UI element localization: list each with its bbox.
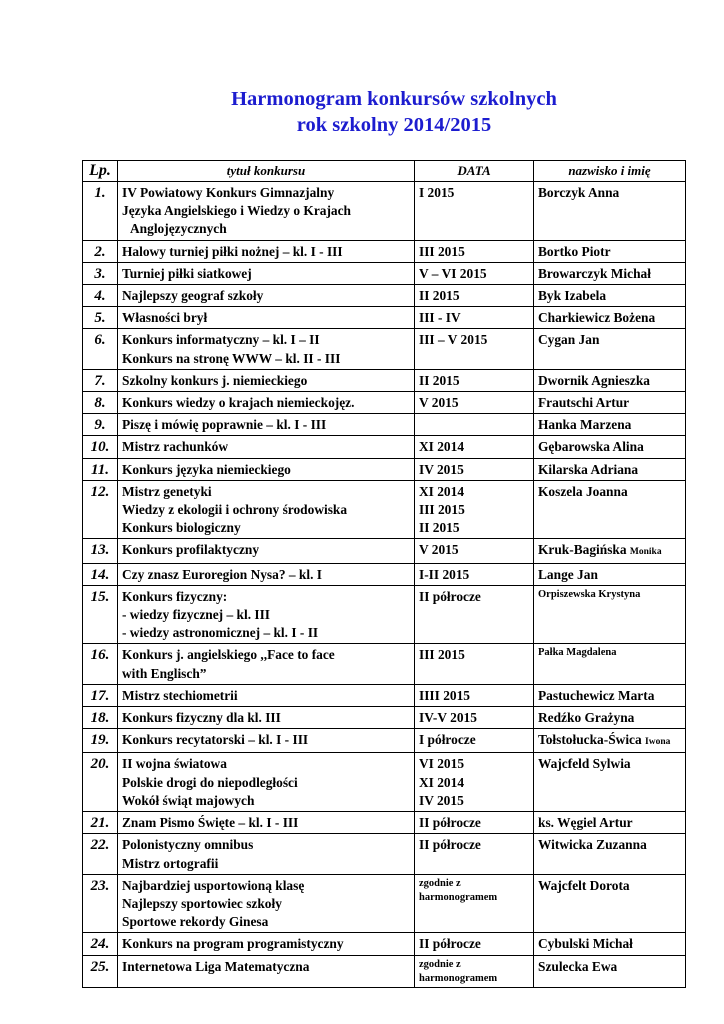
contest-title-line: Konkurs informatyczny – kl. I – II	[122, 332, 320, 348]
row-number: 21.	[83, 812, 118, 834]
date-line: zgodnie z	[419, 958, 461, 970]
teacher-name-cell	[534, 392, 686, 414]
date-cell	[415, 329, 534, 369]
teacher-name-cell	[534, 414, 686, 436]
row-number: 10.	[83, 436, 118, 458]
date-cell	[415, 644, 534, 684]
contest-title-line: Polonistyczny omnibus	[122, 837, 254, 853]
contest-title-line: Wiedzy z ekologii i ochrony środowiska	[122, 502, 348, 518]
contest-title-cell	[118, 644, 415, 684]
date-line: V – VI 2015	[419, 265, 487, 281]
teacher-name: Charkiewicz Bożena	[538, 310, 656, 326]
table-row	[83, 874, 686, 933]
table-row	[83, 729, 686, 753]
teacher-name: Borczyk Anna	[538, 185, 620, 200]
row-number: 18.	[83, 707, 118, 729]
teacher-name: Bortko Piotr	[538, 243, 611, 259]
teacher-name-cell	[534, 563, 686, 585]
teacher-name-cell	[534, 729, 686, 753]
teacher-name-cell	[534, 329, 686, 369]
contest-title-cell	[118, 539, 415, 563]
contest-title-cell	[118, 369, 415, 391]
table-header-row	[83, 161, 686, 182]
table-row	[83, 262, 686, 284]
date-cell	[415, 240, 534, 262]
contest-title-line: Najbardziej usportowioną klasę	[122, 877, 305, 893]
contest-title-cell	[118, 458, 415, 480]
contest-title-line: with Englisch”	[122, 665, 207, 681]
date-line: II półrocze	[419, 815, 481, 831]
date-line: zgodnie z	[419, 877, 461, 889]
contest-title-cell	[118, 812, 415, 834]
row-number: 2.	[83, 240, 118, 262]
date-line: III – V 2015	[419, 332, 488, 348]
contest-title-line: Mistrz rachunków	[122, 439, 229, 455]
contest-title-cell	[118, 874, 415, 933]
date-line: II półrocze	[419, 837, 481, 853]
table-row	[83, 436, 686, 458]
date-line: IV-V 2015	[419, 710, 477, 726]
row-number: 9.	[83, 414, 118, 436]
teacher-name-cell	[534, 369, 686, 391]
date-line: harmonogramem	[419, 891, 498, 903]
header-name: nazwisko i imię	[534, 161, 686, 182]
contest-title-line: Konkurs języka niemieckiego	[122, 461, 291, 477]
contest-title-line: Konkurs biologiczny	[122, 520, 241, 536]
teacher-name: Browarczyk Michał	[538, 265, 651, 281]
date-line: II 2015	[419, 520, 460, 536]
row-number: 22.	[83, 834, 118, 874]
contest-title-line: Piszę i mówię poprawnie – kl. I - III	[122, 417, 327, 433]
header-contest-title: tytuł konkursu	[118, 161, 415, 182]
table-row	[83, 329, 686, 369]
contest-title-line: II wojna światowa	[122, 756, 227, 772]
teacher-first-name: Iwona	[645, 737, 671, 748]
date-cell	[415, 585, 534, 644]
contest-title-cell	[118, 262, 415, 284]
teacher-name-cell	[534, 539, 686, 563]
table-row	[83, 955, 686, 987]
row-number: 1.	[83, 182, 118, 241]
contest-title-line: Szkolny konkurs j. niemieckiego	[122, 372, 308, 388]
date-line: harmonogramem	[419, 972, 498, 984]
date-cell	[415, 307, 534, 329]
table-row	[83, 539, 686, 563]
date-cell	[415, 753, 534, 812]
table-row	[83, 307, 686, 329]
date-line: VI 2015	[419, 756, 465, 772]
contest-title-cell	[118, 834, 415, 874]
date-line: II półrocze	[419, 588, 481, 604]
teacher-name-cell	[534, 480, 686, 539]
teacher-name: Cybulski Michał	[538, 936, 633, 952]
teacher-name: Hanka Marzena	[538, 417, 632, 433]
teacher-name: Cygan Jan	[538, 332, 600, 348]
teacher-name: ks. Węgiel Artur	[538, 815, 633, 831]
contest-title-line: Konkurs na program programistyczny	[122, 936, 344, 952]
contest-title-line: Mistrz ortografii	[122, 855, 219, 871]
contest-title-line: - wiedzy astronomicznej – kl. I - II	[122, 625, 319, 641]
date-cell	[415, 874, 534, 933]
row-number: 19.	[83, 729, 118, 753]
teacher-name: Wajcfelt Dorota	[538, 877, 630, 893]
teacher-name: Dwornik Agnieszka	[538, 372, 650, 388]
date-cell	[415, 414, 534, 436]
date-cell	[415, 729, 534, 753]
date-line: III - IV	[419, 310, 461, 326]
row-number: 16.	[83, 644, 118, 684]
date-cell	[415, 458, 534, 480]
table-row	[83, 585, 686, 644]
date-line: III 2015	[419, 243, 465, 259]
teacher-name-cell	[534, 933, 686, 955]
row-number: 8.	[83, 392, 118, 414]
contest-title-line: Znam Pismo Święte – kl. I - III	[122, 815, 299, 831]
table-row	[83, 458, 686, 480]
teacher-name: Pastuchewicz Marta	[538, 687, 655, 703]
date-cell	[415, 933, 534, 955]
teacher-first-name: Monika	[629, 547, 662, 558]
date-cell	[415, 707, 534, 729]
teacher-name-cell	[534, 812, 686, 834]
teacher-name-cell	[534, 436, 686, 458]
contest-title-line: Konkurs na stronę WWW – kl. II - III	[122, 350, 341, 366]
date-cell	[415, 369, 534, 391]
date-cell	[415, 285, 534, 307]
teacher-name-cell	[534, 707, 686, 729]
date-line: III 2015	[419, 502, 465, 518]
table-row	[83, 414, 686, 436]
row-number: 13.	[83, 539, 118, 563]
contest-title-cell	[118, 392, 415, 414]
page-subtitle: rok szkolny 2014/2015	[296, 114, 492, 136]
contest-title-cell	[118, 285, 415, 307]
date-cell	[415, 539, 534, 563]
teacher-name: Witwicka Zuzanna	[538, 837, 647, 853]
table-row	[83, 480, 686, 539]
table-row	[83, 644, 686, 684]
contest-title-line: Polskie drogi do niepodległości	[122, 774, 298, 790]
date-line: XI 2014	[419, 774, 465, 790]
table-row	[83, 684, 686, 706]
teacher-name: Gębarowska Alina	[538, 439, 644, 455]
contest-title-cell	[118, 563, 415, 585]
contest-title-line: Konkurs fizyczny dla kl. III	[122, 710, 281, 726]
contest-title-line: Sportowe rekordy Ginesa	[122, 914, 269, 930]
teacher-name-cell	[534, 285, 686, 307]
teacher-name: Kilarska Adriana	[538, 461, 639, 477]
date-line: IV 2015	[419, 461, 464, 477]
contest-title-line: Najlepszy geograf szkoły	[122, 288, 264, 304]
date-cell	[415, 563, 534, 585]
table-row	[83, 834, 686, 874]
table-row	[83, 285, 686, 307]
table-row	[83, 369, 686, 391]
teacher-name: Tołstołucka-Świca	[538, 732, 642, 748]
table-row	[83, 563, 686, 585]
contest-title-line: Wokół świąt majowych	[122, 792, 255, 808]
teacher-name: Wajcfeld Sylwia	[538, 756, 631, 772]
teacher-name-cell	[534, 585, 686, 644]
row-number: 24.	[83, 933, 118, 955]
teacher-name-cell	[534, 874, 686, 933]
date-cell	[415, 812, 534, 834]
contest-title-line: Konkurs wiedzy o krajach niemieckojęz.	[122, 395, 355, 411]
teacher-name-cell	[534, 753, 686, 812]
row-number: 5.	[83, 307, 118, 329]
date-line: I półrocze	[419, 732, 476, 748]
date-cell	[415, 392, 534, 414]
date-line: IV 2015	[419, 792, 464, 808]
contest-title-line: Konkurs profilaktyczny	[122, 542, 260, 558]
page-title: Harmonogram konkursów szkolnych	[231, 88, 557, 110]
teacher-name: Orpiszewska Krystyna	[538, 588, 641, 600]
row-number: 3.	[83, 262, 118, 284]
contest-title-line: Konkurs j. angielskiego ,,Face to face	[122, 647, 335, 663]
contest-title-cell	[118, 414, 415, 436]
contest-title-cell	[118, 329, 415, 369]
date-line: II 2015	[419, 372, 460, 388]
contest-title-line: Konkurs recytatorski – kl. I - III	[122, 732, 309, 748]
teacher-name-cell	[534, 644, 686, 684]
date-cell	[415, 182, 534, 241]
table-row	[83, 707, 686, 729]
row-number: 17.	[83, 684, 118, 706]
contest-title-line: Własności brył	[122, 310, 208, 326]
row-number: 23.	[83, 874, 118, 933]
row-number: 7.	[83, 369, 118, 391]
contest-title-line: Internetowa Liga Matematyczna	[122, 958, 310, 974]
contest-title-cell	[118, 684, 415, 706]
teacher-name: Frautschi Artur	[538, 395, 630, 411]
contest-title-line: Halowy turniej piłki nożnej – kl. I - III	[122, 243, 343, 259]
teacher-name-cell	[534, 834, 686, 874]
row-number: 6.	[83, 329, 118, 369]
contest-title-cell	[118, 729, 415, 753]
date-line: I 2015	[419, 185, 455, 200]
contest-title-line: Czy znasz Euroregion Nysa? – kl. I	[122, 566, 323, 582]
teacher-name-cell	[534, 240, 686, 262]
date-cell	[415, 834, 534, 874]
date-line: III 2015	[419, 647, 465, 663]
date-line: IIII 2015	[419, 687, 470, 703]
date-cell	[415, 436, 534, 458]
contest-title-line: Turniej piłki siatkowej	[122, 265, 252, 281]
teacher-name-cell	[534, 458, 686, 480]
date-cell	[415, 480, 534, 539]
table-row	[83, 753, 686, 812]
teacher-name-cell	[534, 262, 686, 284]
date-line: V 2015	[419, 395, 459, 411]
contest-title-cell	[118, 933, 415, 955]
row-number: 4.	[83, 285, 118, 307]
contest-title-line: Mistrz stechiometrii	[122, 687, 238, 703]
date-line: II półrocze	[419, 936, 481, 952]
contest-title-cell	[118, 307, 415, 329]
date-cell	[415, 955, 534, 987]
date-line: I-II 2015	[419, 566, 470, 582]
header-lp: Lp.	[83, 161, 118, 182]
table-row	[83, 812, 686, 834]
date-cell	[415, 684, 534, 706]
contest-schedule-table	[82, 160, 686, 988]
teacher-name-cell	[534, 955, 686, 987]
contest-title-line: Języka Angielskiego i Wiedzy o Krajach	[122, 203, 351, 219]
table-row	[83, 240, 686, 262]
row-number: 15.	[83, 585, 118, 644]
row-number: 11.	[83, 458, 118, 480]
teacher-name-cell	[534, 182, 686, 241]
contest-title-cell	[118, 480, 415, 539]
contest-title-cell	[118, 182, 415, 241]
row-number: 20.	[83, 753, 118, 812]
contest-title-cell	[118, 585, 415, 644]
row-number: 25.	[83, 955, 118, 987]
table-row	[83, 933, 686, 955]
contest-title-cell	[118, 753, 415, 812]
row-number: 12.	[83, 480, 118, 539]
teacher-name: Lange Jan	[538, 566, 598, 582]
contest-title-cell	[118, 436, 415, 458]
date-line: V 2015	[419, 542, 459, 558]
contest-title-line: Najlepszy sportowiec szkoły	[122, 895, 282, 911]
contest-title-line: IV Powiatowy Konkurs Gimnazjalny	[122, 185, 335, 200]
teacher-name: Redźko Grażyna	[538, 710, 635, 726]
contest-title-cell	[118, 955, 415, 987]
contest-title-cell	[118, 707, 415, 729]
teacher-name: Szulecka Ewa	[538, 958, 618, 974]
header-date: DATA	[415, 161, 534, 182]
row-number: 14.	[83, 563, 118, 585]
teacher-name: Pałka Magdalena	[538, 647, 617, 659]
table-row	[83, 392, 686, 414]
teacher-name: Koszela Joanna	[538, 483, 628, 499]
contest-title-line: - wiedzy fizycznej – kl. III	[122, 607, 271, 623]
date-cell	[415, 262, 534, 284]
teacher-name: Kruk-Bagińska	[538, 542, 627, 558]
contest-title-cell	[118, 240, 415, 262]
table-row	[83, 182, 686, 241]
date-line: XI 2014	[419, 483, 465, 499]
contest-title-line: Anglojęzycznych	[130, 221, 227, 237]
contest-title-line: Konkurs fizyczny:	[122, 588, 228, 604]
date-line: II 2015	[419, 288, 460, 304]
contest-title-line: Mistrz genetyki	[122, 483, 212, 499]
date-line: XI 2014	[419, 439, 465, 455]
teacher-name-cell	[534, 684, 686, 706]
teacher-name-cell	[534, 307, 686, 329]
teacher-name: Byk Izabela	[538, 288, 607, 304]
